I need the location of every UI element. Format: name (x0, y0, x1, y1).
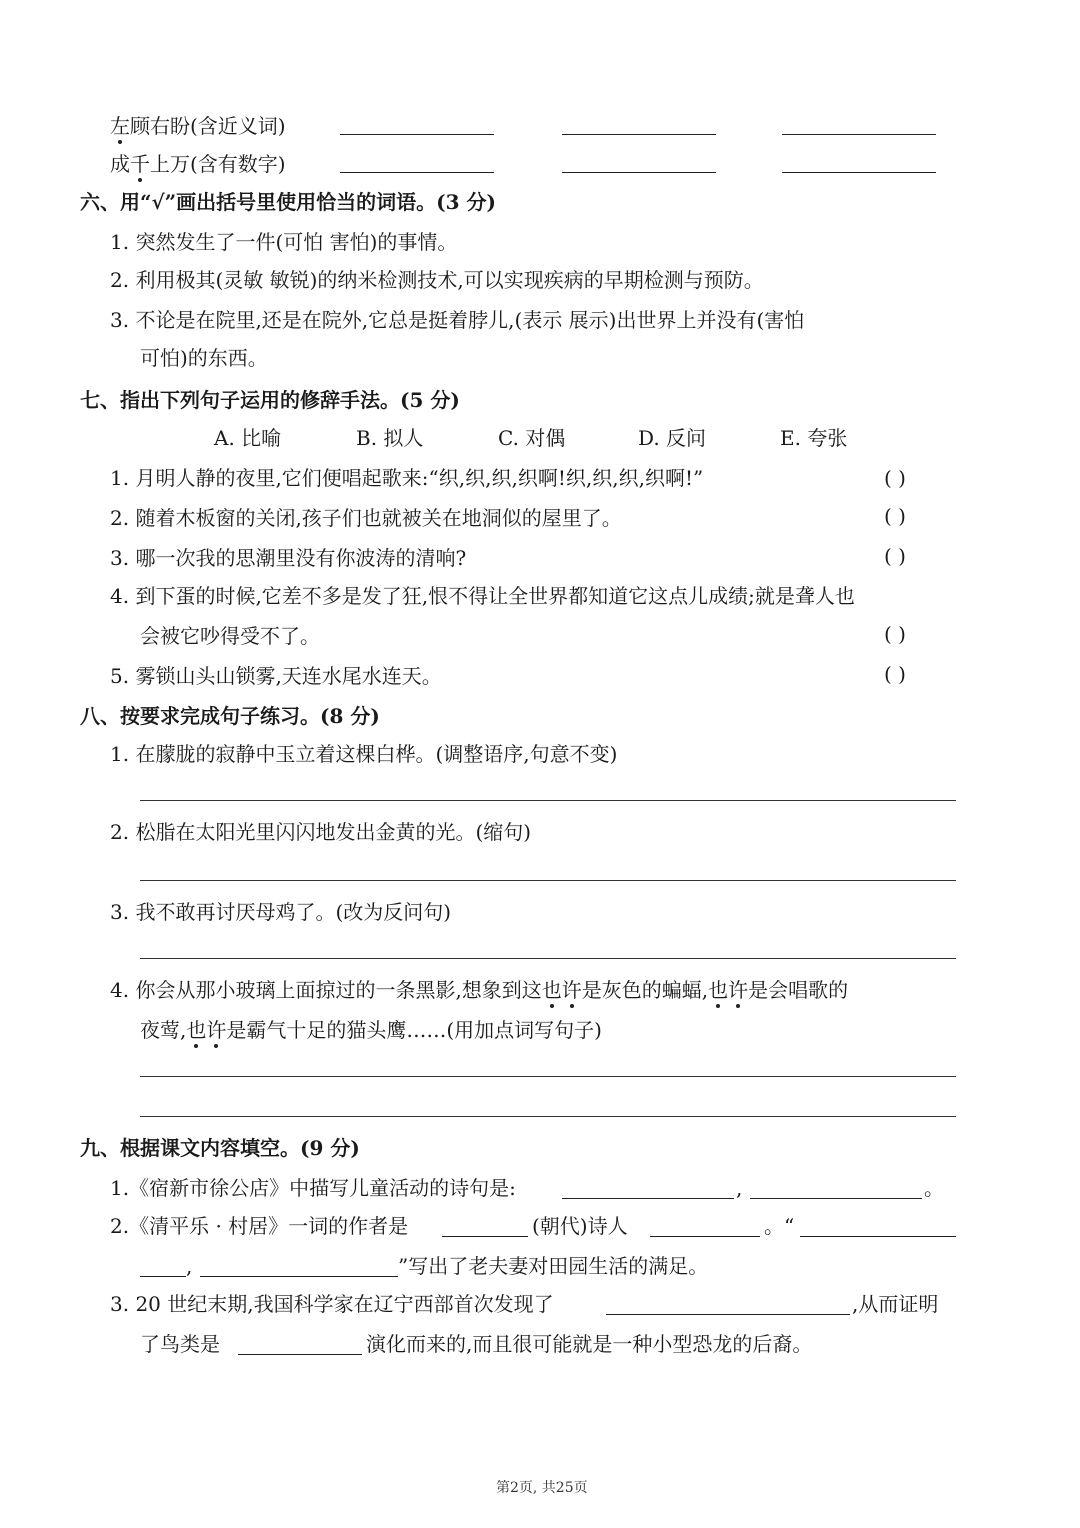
section-7-q4-line1: 4. 到下蛋的时候,它差不多是发了狂,恨不得让全世界都知道它这点儿成绩;就是聋人也 (110, 584, 855, 608)
word-row-1 (110, 114, 286, 138)
answer-blank[interactable] (562, 1198, 734, 1199)
word-row-2 (110, 152, 286, 176)
answer-paren[interactable]: ( ) (884, 544, 906, 568)
section-9-title: 九、根据课文内容填空。(9 分) (80, 1136, 360, 1160)
answer-blank[interactable] (442, 1236, 528, 1237)
q4-text-part: 夜莺, (140, 1018, 187, 1042)
page-footer: 第2页, 共25页 (496, 1480, 588, 1496)
answer-line[interactable] (140, 958, 956, 959)
section-6-q3-line2: 可怕)的东西。 (140, 346, 268, 370)
answer-line[interactable] (140, 800, 956, 801)
answer-blank[interactable] (340, 134, 494, 135)
dotted-char: 也 (708, 978, 729, 1002)
section-9-q2-comma: , (186, 1254, 193, 1278)
answer-blank[interactable] (750, 1198, 922, 1199)
answer-blank[interactable] (562, 134, 716, 135)
answer-blank[interactable] (238, 1354, 362, 1355)
answer-paren[interactable]: ( ) (884, 504, 906, 528)
dotted-char: 许 (728, 978, 749, 1002)
q4-text-part: 4. 你会从那小玻璃上面掠过的一条黑影,想象到这 (110, 978, 542, 1002)
answer-blank[interactable] (650, 1236, 760, 1237)
section-8-q1: 1. 在朦胧的寂静中玉立着这棵白桦。(调整语序,句意不变) (110, 742, 618, 766)
answer-paren[interactable]: ( ) (884, 622, 906, 646)
answer-paren[interactable]: ( ) (884, 662, 906, 686)
section-9-q2-end: ”写出了老夫妻对田园生活的满足。 (398, 1254, 709, 1278)
answer-blank[interactable] (800, 1236, 956, 1237)
dotted-char: 千 (130, 152, 150, 176)
section-7-q3: 3. 哪一次我的思潮里没有你波涛的清响? (110, 546, 467, 570)
q4-text-part: 是霸气十足的猫头鹰……(用加点词写句子) (226, 1018, 602, 1042)
section-7-q4-line2: 会被它吵得受不了。 (140, 624, 320, 648)
dotted-char: 许 (206, 1018, 227, 1042)
section-7-title: 七、指出下列句子运用的修辞手法。(5 分) (80, 388, 460, 412)
section-9-q3-line2-end: 演化而来的,而且很可能就是一种小型恐龙的后裔。 (366, 1332, 813, 1356)
answer-blank[interactable] (562, 172, 716, 173)
answer-line[interactable] (140, 1116, 956, 1117)
option-a: A. 比喻 (214, 426, 282, 450)
dotted-char: 左 (110, 114, 130, 138)
section-9-q1-comma: , (736, 1176, 743, 1200)
answer-line[interactable] (140, 880, 956, 881)
section-6-q1: 1. 突然发生了一件(可怕 害怕)的事情。 (110, 230, 458, 254)
section-6-q3-line1: 3. 不论是在院里,还是在院外,它总是挺着脖儿,(表示 展示)出世界上并没有(害怕 (110, 308, 805, 332)
answer-blank[interactable] (782, 172, 936, 173)
q4-text-part: 是会唱歌的 (748, 978, 849, 1002)
dotted-char: 许 (561, 978, 582, 1002)
section-9-q1-text: 1.《宿新市徐公店》中描写儿童活动的诗句是: (110, 1176, 516, 1200)
section-7-q5: 5. 雾锁山头山锁雾,天连水尾水连天。 (110, 664, 442, 688)
answer-blank[interactable] (340, 172, 494, 173)
answer-blank[interactable] (782, 134, 936, 135)
section-9-q2-quote-open: 。“ (764, 1214, 795, 1238)
section-8-q4-line2 (140, 1018, 602, 1042)
answer-blank[interactable] (606, 1314, 850, 1315)
q4-text-part: 是灰色的蝙蝠, (581, 978, 709, 1002)
section-8-q4-line1 (110, 978, 848, 1002)
section-9-q2-dynasty: (朝代)诗人 (532, 1214, 628, 1238)
option-e: E. 夸张 (780, 426, 848, 450)
word-row-1-text: 顾右盼(含近义词) (130, 114, 286, 138)
section-9-q3-cont: ,从而证明 (852, 1292, 939, 1316)
section-6-title: 六、用“√”画出括号里使用恰当的词语。(3 分) (80, 190, 496, 214)
section-9-q3-text: 3. 20 世纪末期,我国科学家在辽宁西部首次发现了 (110, 1292, 554, 1316)
answer-blank[interactable] (200, 1276, 398, 1277)
section-9-q2-text: 2.《清平乐 · 村居》一词的作者是 (110, 1214, 409, 1238)
section-7-q2: 2. 随着木板窗的关闭,孩子们也就被关在地洞似的屋里了。 (110, 506, 622, 530)
answer-line[interactable] (140, 1076, 956, 1077)
section-8-q2: 2. 松脂在太阳光里闪闪地发出金黄的光。(缩句) (110, 820, 532, 844)
section-8-title: 八、按要求完成句子练习。(8 分) (80, 704, 380, 728)
option-c: C. 对偶 (498, 426, 566, 450)
option-d: D. 反问 (638, 426, 707, 450)
section-9-q3-line2-start: 了鸟类是 (140, 1332, 220, 1356)
word-row-2-prefix: 成 (110, 152, 130, 176)
dotted-char: 也 (186, 1018, 207, 1042)
section-6-q2: 2. 利用极其(灵敏 敏锐)的纳米检测技术,可以实现疾病的早期检测与预防。 (110, 268, 764, 292)
section-7-q1: 1. 月明人静的夜里,它们便唱起歌来:“织,织,织,织啊!织,织,织,织啊!” (110, 466, 704, 490)
answer-paren[interactable]: ( ) (884, 466, 906, 490)
section-8-q3: 3. 我不敢再讨厌母鸡了。(改为反问句) (110, 900, 452, 924)
dotted-char: 也 (541, 978, 562, 1002)
option-b: B. 拟人 (356, 426, 424, 450)
word-row-2-text: 上万(含有数字) (150, 152, 286, 176)
answer-blank[interactable] (140, 1276, 186, 1277)
section-9-q1-end: 。 (924, 1176, 944, 1200)
